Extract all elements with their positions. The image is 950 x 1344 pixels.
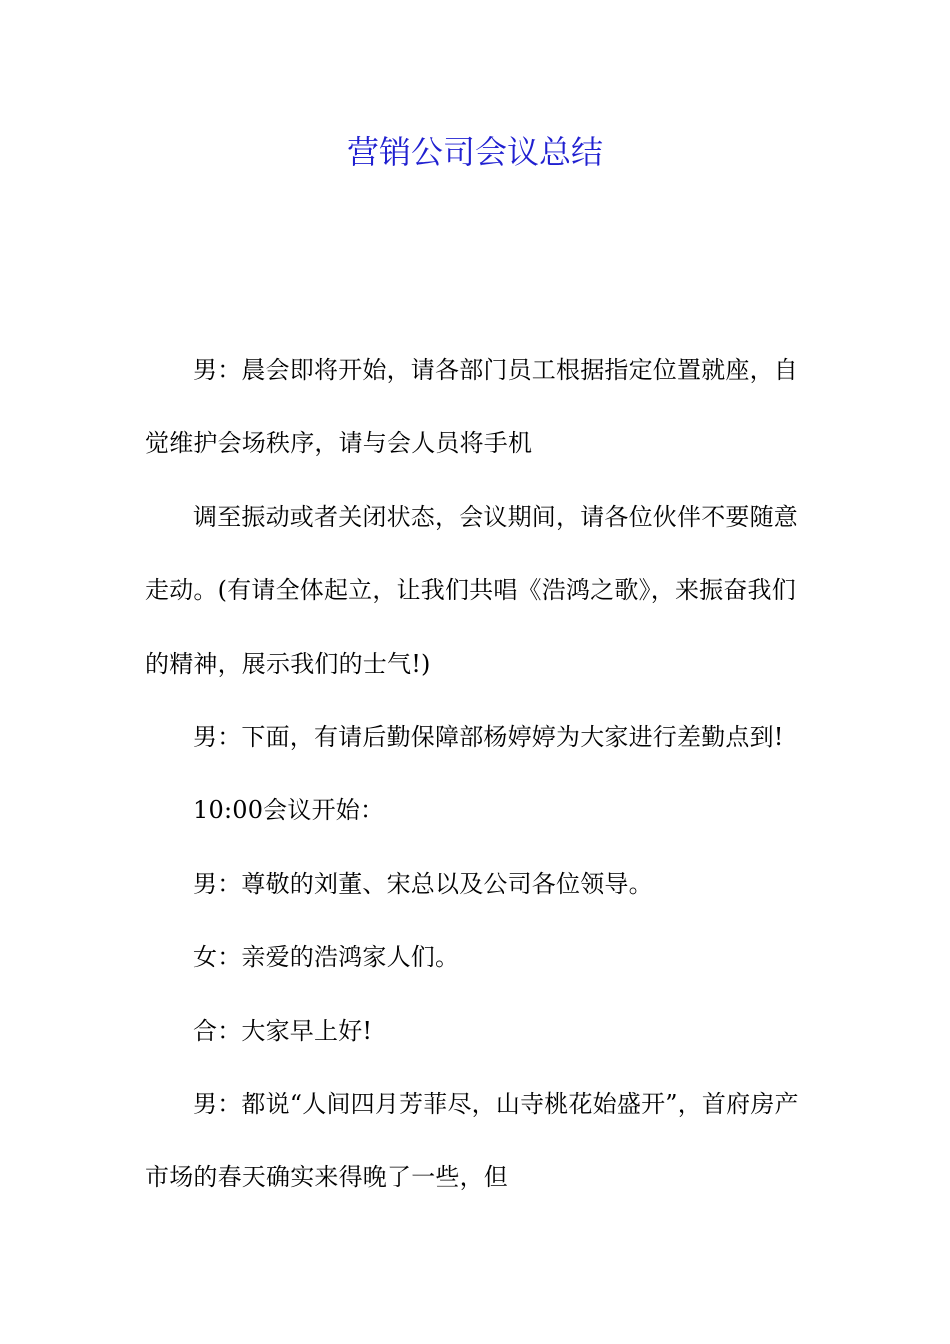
paragraph-2-line-3: 的精神，展示我们的士气!) bbox=[145, 649, 431, 678]
paragraph-2-line-2: 走动。(有请全体起立，让我们共唱《浩鸿之歌》，来振奋我们 bbox=[145, 576, 796, 605]
paragraph-4-line-1: 10:00会议开始： bbox=[193, 796, 385, 825]
paragraph-5-line-1: 男：尊敬的刘董、宋总以及公司各位领导。 bbox=[193, 869, 653, 898]
paragraph-5 bbox=[145, 848, 807, 921]
document-title: 营销公司会议总结 bbox=[346, 133, 603, 171]
paragraph-7-line-1: 合：大家早上好! bbox=[193, 1016, 373, 1045]
paragraph-8-line-1: 男：都说“人间四月芳菲尽，山寺桃花始盛开”，首府房 bbox=[193, 1090, 775, 1119]
paragraph-4 bbox=[145, 774, 807, 847]
paragraph-1 bbox=[145, 334, 807, 481]
document-body bbox=[145, 334, 807, 1215]
paragraph-2-line-1: 调至振动或者关闭状态，会议期间，请各位伙伴不要随意 bbox=[193, 502, 798, 531]
paragraph-8 bbox=[145, 1068, 807, 1215]
paragraph-3 bbox=[145, 701, 807, 774]
paragraph-1-line-1: 男：晨会即将开始，请各部门员工根据指定位置就座，自 bbox=[193, 356, 798, 384]
paragraph-6-line-1: 女：亲爱的浩鸿家人们。 bbox=[193, 943, 460, 972]
paragraph-1-line-2: 觉维护会场秩序，请与会人员将手机 bbox=[145, 429, 533, 458]
paragraph-2 bbox=[145, 481, 807, 701]
paragraph-3-line-1: 男：下面，有请后勤保障部杨婷婷为大家进行差勤点到! bbox=[193, 723, 784, 752]
paragraph-7 bbox=[145, 995, 807, 1068]
paragraph-8-line-2: 产市场的春天确实来得晚了一些，但 bbox=[145, 1090, 799, 1192]
paragraph-6 bbox=[145, 921, 807, 994]
